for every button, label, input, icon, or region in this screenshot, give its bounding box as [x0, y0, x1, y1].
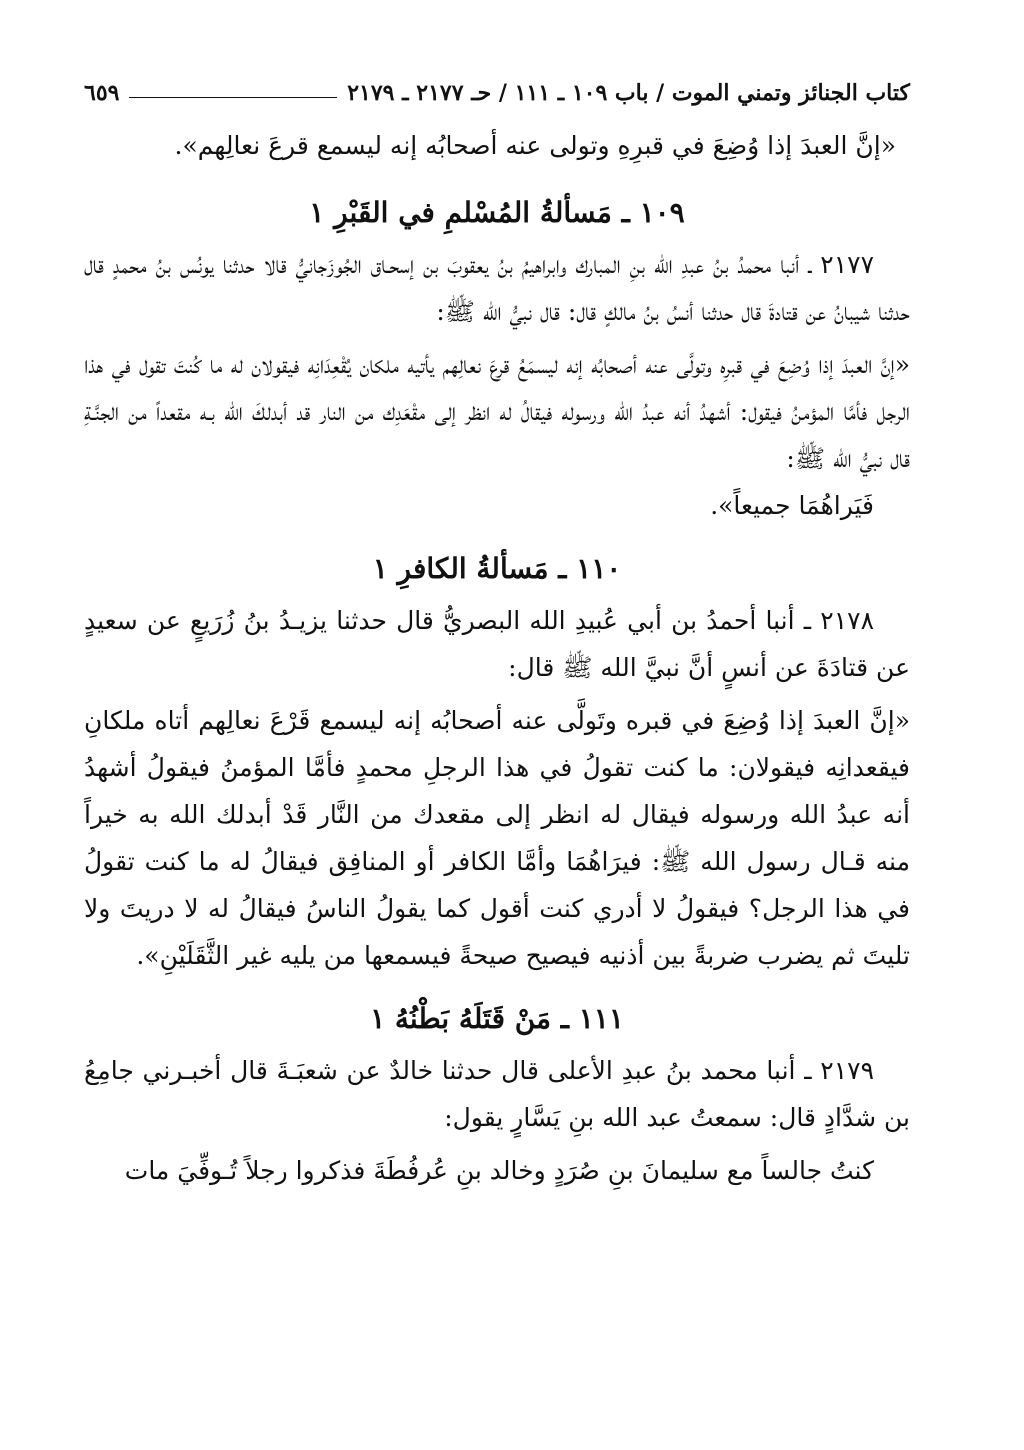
- hadith-2177-end: فَيَراهُمَا جميعاً».: [710, 491, 874, 520]
- running-header: [84, 76, 910, 110]
- hadith-2177-chain: ٢١٧٧ ـ أنبا محمدُ بنُ عبدِ الله بنِ المبارك وابراهيمُ بنُ يعقوبَ بن إسحـاق الجُوزَجانيُّ قالا حدثنا يونُس بنُ محمدٍ قال حدثنا شيبانُ عن قتادةَ قال حدثنا أنسُ بنُ مالكٍ قال: قال نبيُّ الله ﷺ:: [84, 250, 910, 326]
- hadith-2179-chain: ٢١٧٩ ـ أنبا محمد بنُ عبدِ الأعلى قال حدثنا خالدٌ عن شعبَـةَ قال أخبـرني جامِعُ بن شدَّادٍ قال: سمعتُ عبد الله بنِ يَسَّارٍ يقول:: [84, 1056, 910, 1132]
- header-rule: [129, 97, 337, 98]
- hadith-2178-text: «إنَّ العبدَ إذا وُضِعَ في قبره وتَولَّى عنه أصحابُه إنه ليسمع قَرْعَ نعالِهم أتاه ملكانِ فيقعدانِه فيقولان: ما كنت تقولُ في هذا الرجلِ محمدٍ فأمَّا المؤمنُ فيقولُ أشهدُ أنه عبدُ الله ورسوله فيقال له انظر إلى مقعدك من النَّار قَدْ أبدلك الله به خيراً منه قـال رسول الله ﷺ: فيرَاهُمَا وأمَّا الكافر أو المنافِق فيقالُ له ما كنت تقولُ في هذا الرجل؟ فيقولُ لا أدري كنت أقول كما يقولُ الناسُ فيقالُ له لا دريتَ ولا تليتَ ثم يضرب ضربةً بين أذنيه فيصيح صيحةً فيسمعها من يليه غير الثَّقَلَيْنِ».: [84, 706, 910, 970]
- chapter-109-heading: ١٠٩ ـ مَسألةُ المُسْلمِ في القَبْرِ ١: [309, 196, 685, 229]
- document-page: [84, 76, 910, 1194]
- chapter-110-heading: ١١٠ ـ مَسألةُ الكافرِ ١: [372, 552, 622, 585]
- chapter-111-heading: ١١١ ـ مَنْ قَتَلَهُ بَطْنُهُ ١: [370, 1002, 624, 1035]
- hadith-2177-text: «إنَّ العبدَ إذا وُضِعَ في قبرِه وتولَّى عنه أصحابُه إنه ليسمَعُ قرعَ نعالِهم يأتيه ملكان يُقْعِدَانِه فيقولان له ما كُنتَ تقول في هذا الرجل فأمَّا المؤمنُ فيقول: أشهدُ أنه عبدُ الله ورسوله فيقالُ له انظر إلى مقْعَدِك من النار قد أبدلكَ الله بـه مقعداً من الجنَّـةِ قال نبيُّ الله ﷺ:: [84, 350, 910, 473]
- page-number: ٦٥٩: [84, 80, 120, 106]
- hadith-2179-text: كنتُ جالساً مع سليمانَ بنِ صُرَدٍ وخالد بنِ عُرفُطَةَ فذكروا رجلاً تُـوفِّيَ مات: [124, 1156, 874, 1185]
- book-chapter-title: كتاب الجنائز وتمني الموت / باب ١٠٩ ـ ١١١ / حـ ٢١٧٧ ـ ٢١٧٩: [347, 80, 910, 106]
- opening-quote: «إنَّ العبدَ إذا وُضِعَ في قبرِهِ وتولى عنه أصحابُه إنه ليسمع قرعَ نعالِهم».: [174, 131, 896, 160]
- hadith-2178-chain: ٢١٧٨ ـ أنبا أحمدُ بن أبي عُبيدِ الله البصريُّ قال حدثنا يزيـدُ بنُ زُرَيعٍ عن سعيدٍ عن قتادَةَ عن أنسٍ أنَّ نبيَّ الله ﷺ قال:: [84, 606, 910, 682]
